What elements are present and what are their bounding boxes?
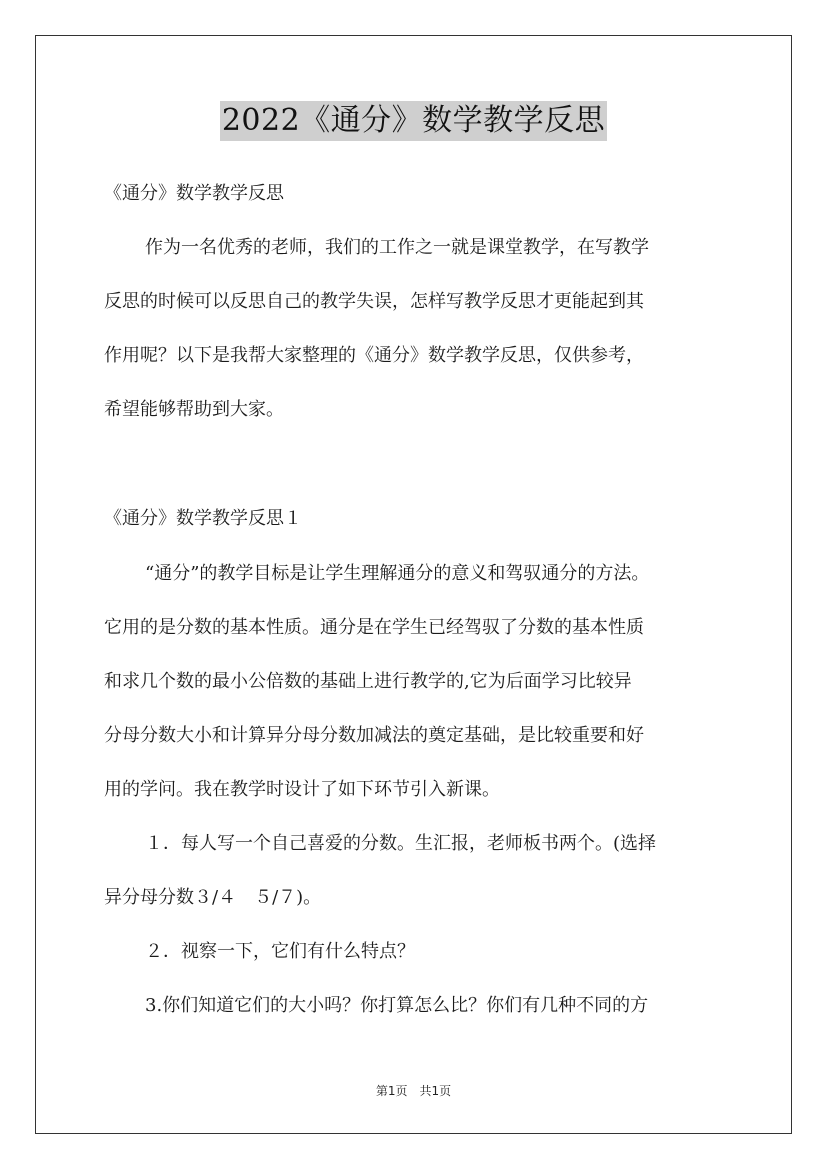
step3-line: 3.你们知道它们的大小吗？你打算怎么比？你们有几种不同的方: [145, 995, 649, 1016]
section1-paragraph-line: 分母分数大小和计算异分母分数加减法的奠定基础，是比较重要和好: [104, 725, 644, 746]
intro-heading: 《通分》数学教学反思: [104, 183, 284, 204]
intro-paragraph-line: 反思的时候可以反思自己的教学失误，怎样写教学反思才更能起到其: [104, 291, 644, 312]
section1-paragraph-line: 用的学问。我在教学时设计了如下环节引入新课。: [104, 779, 500, 800]
title-container: [0, 101, 827, 141]
step1-line: 异分母分数３/４ ５/７)。: [104, 887, 322, 908]
section1-paragraph-line: “通分”的教学目标是让学生理解通分的意义和驾驭通分的方法。: [145, 563, 650, 584]
section1-paragraph-line: 它用的是分数的基本性质。通分是在学生已经驾驭了分数的基本性质: [104, 617, 644, 638]
section1-heading: 《通分》数学教学反思１: [104, 508, 302, 529]
step2-line: ２．视察一下，它们有什么特点？: [145, 941, 415, 962]
intro-paragraph-line: 作用呢？以下是我帮大家整理的《通分》数学教学反思，仅供参考，: [104, 345, 644, 366]
step1-line: １．每人写一个自己喜爱的分数。生汇报，老师板书两个。(选择: [145, 833, 657, 854]
section1-paragraph-line: 和求几个数的最小公倍数的基础上进行教学的,它为后面学习比较异: [104, 671, 632, 692]
document-title: 2022《通分》数学教学反思: [220, 101, 607, 141]
page-footer: 第1页 共1页: [375, 1084, 452, 1098]
intro-paragraph-line: 作为一名优秀的老师，我们的工作之一就是课堂教学，在写教学: [145, 237, 649, 258]
intro-paragraph-line: 希望能够帮助到大家。: [104, 399, 284, 420]
